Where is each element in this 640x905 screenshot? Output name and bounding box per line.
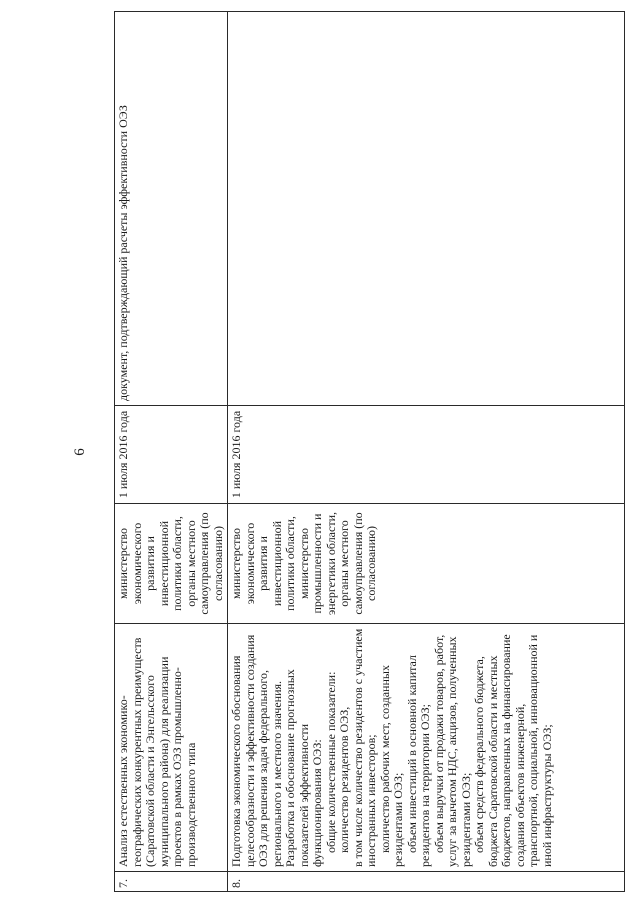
measure-list-item: объем средств федерального бюджета, бюджета Саратовской области и местных бюджетов, направленных на финансирование создания объектов инженерной, транспортной, социальной, инновационной и иной инфраструктуры ОЭЗ; [472, 634, 554, 867]
measure-name-cell [228, 624, 625, 872]
page-number: 6 [72, 448, 88, 456]
measure-list-item: количество рабочих мест, созданных резидентами ОЭЗ; [377, 665, 405, 867]
result-cell: документ, подтверждающий расчеты эффективности ОЭЗ [115, 12, 228, 406]
deadline-cell: 1 июля 2016 года [115, 406, 228, 504]
result-cell [228, 12, 625, 406]
executor-cell: министерство экономического развития и инвестиционной политики области, органы местного самоуправления (по согласованию) [115, 504, 228, 624]
deadline-cell: 1 июля 2016 года [228, 406, 625, 504]
table-row [115, 12, 228, 892]
measure-list-item: количество резидентов ОЭЗ, [337, 706, 351, 853]
measure-paragraph: общие количественные показатели: [323, 671, 338, 853]
measure-list-item: объем инвестиций в основной капитал резидентов на территории ОЭЗ; [404, 655, 432, 867]
measure-name-cell: Анализ естественных экономико-географических конкурентных преимуществ (Саратовской области и Энгельсского муниципального района) для реализации проектов в рамках ОЭЗ промышленно-производственного типа [115, 624, 228, 872]
measures-table [114, 11, 625, 892]
measure-paragraph: Подготовка экономического обоснования целесообразности и эффективности создания ОЭЗ для решения задач федерального, регионального и местного значения. [229, 634, 284, 867]
table-row [228, 12, 625, 892]
row-number-cell: 8. [228, 872, 625, 892]
measure-list-item: в том числе количество резидентов с участием иностранных инвесторов; [350, 628, 378, 867]
executor-cell: министерство экономического развития и инвестиционной политики области, министерство промышленности и энергетики области, органы местного самоуправления (по согласованию) [228, 504, 625, 624]
rotated-page-content [50, 12, 620, 892]
row-number-cell: 7. [115, 872, 228, 892]
measure-paragraph: Разработка и обоснование прогнозных показателей эффективности функционирования ОЭЗ: [283, 669, 324, 867]
measure-list-item: объем выручки от продажи товаров, работ, услуг за вычетом НДС, акцизов, полученных резидентами ОЭЗ; [431, 634, 473, 867]
